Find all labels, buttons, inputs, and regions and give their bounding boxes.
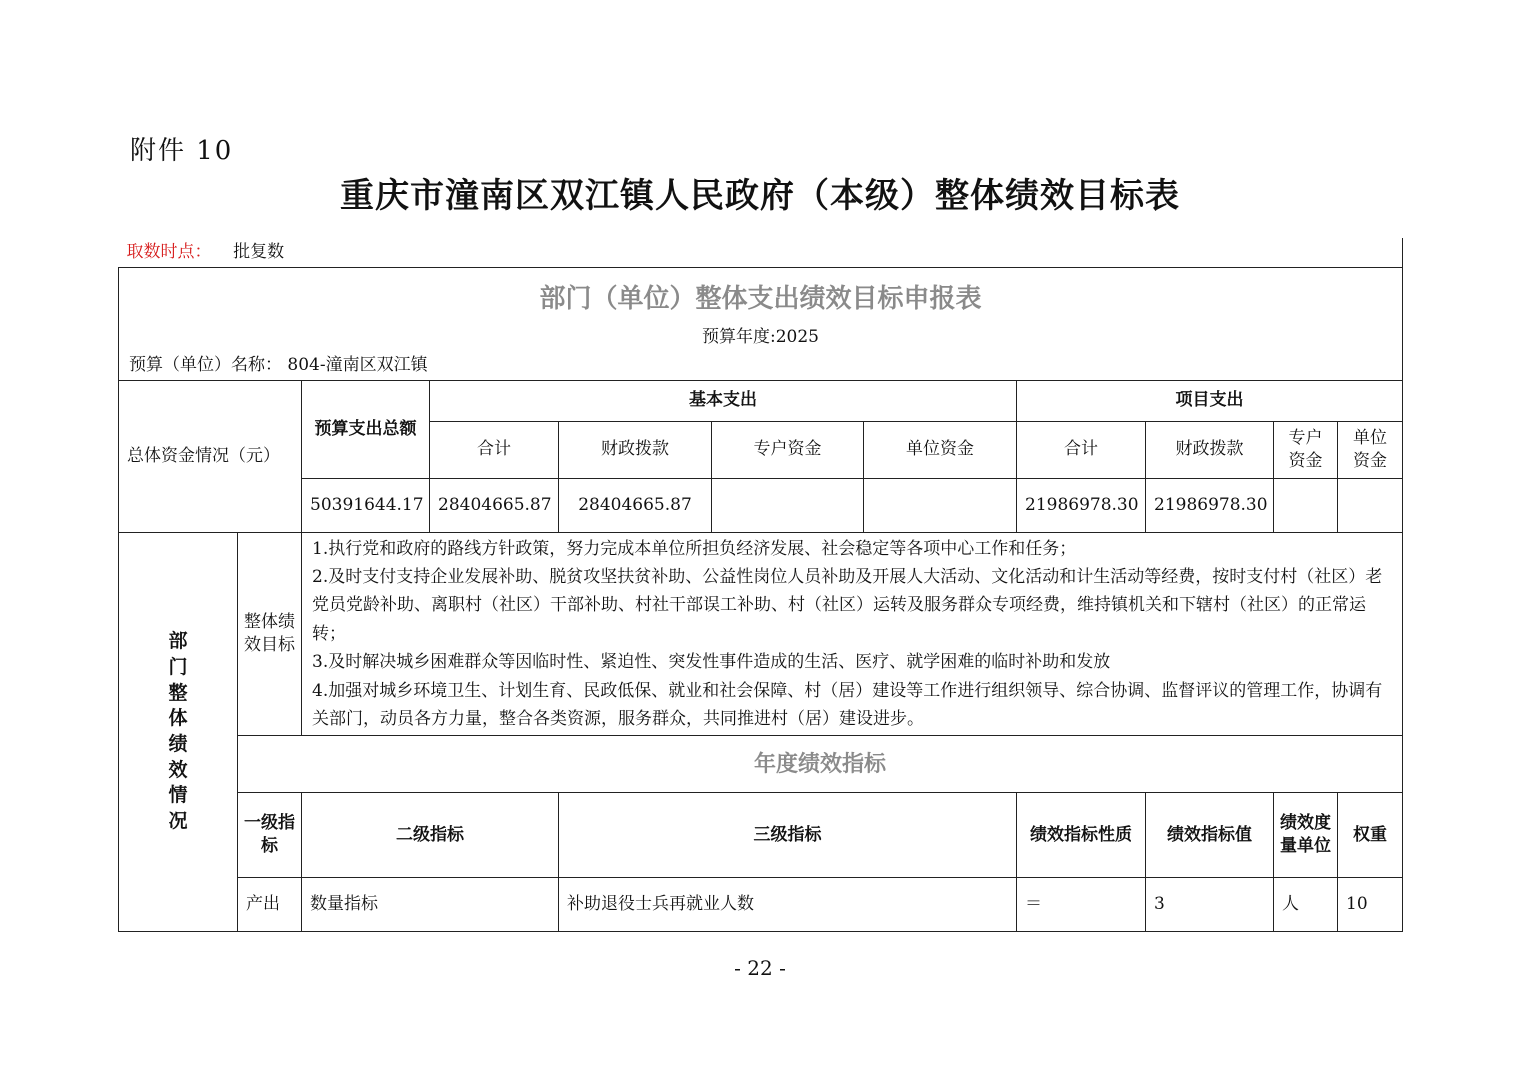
- project-subtotal-header: 合计: [1017, 421, 1146, 478]
- project-unit-value: [1338, 478, 1403, 532]
- basic-subtotal-value: 28404665.87: [430, 478, 559, 532]
- data-time-value: 批复数: [233, 241, 285, 262]
- row-level2: 数量指标: [302, 878, 559, 932]
- funds-row-label: 总体资金情况（元）: [119, 380, 302, 532]
- table-row: [119, 878, 1403, 932]
- row-nature: ＝: [1017, 878, 1146, 932]
- nature-header: 绩效指标性质: [1017, 793, 1146, 878]
- goal-content: [302, 532, 1403, 736]
- project-fiscal-header: 财政拨款: [1146, 421, 1274, 478]
- total-budget-header: 预算支出总额: [302, 380, 430, 478]
- weight-header: 权重: [1338, 793, 1403, 878]
- unit-name-label: 预算（单位）名称：: [129, 354, 282, 375]
- project-fiscal-value: 21986978.30: [1146, 478, 1274, 532]
- project-special-value: [1274, 478, 1338, 532]
- total-budget-value: 50391644.17: [302, 478, 430, 532]
- basic-unit-value: [864, 478, 1017, 532]
- row-unit: 人: [1274, 878, 1338, 932]
- section-label-char: 绩: [168, 732, 188, 755]
- project-expense-header: 项目支出: [1017, 380, 1403, 421]
- goal-label: 整体绩效目标: [238, 532, 302, 736]
- section-label-char: 体: [168, 707, 188, 730]
- section-label-char: 况: [168, 809, 188, 832]
- unit-name: [129, 354, 428, 377]
- basic-fiscal-value: 28404665.87: [559, 478, 712, 532]
- project-subtotal-value: 21986978.30: [1017, 478, 1146, 532]
- performance-section-label: [119, 532, 238, 932]
- data-time-label: 取数时点：: [126, 241, 212, 262]
- goal-item: 1.执行党和政府的路线方针政策，努力完成本单位所担负经济发展、社会稳定等各项中心工作和任务；: [312, 538, 1077, 559]
- basic-special-value: [712, 478, 864, 532]
- level2-header: 二级指标: [302, 793, 559, 878]
- data-time-cell: [119, 238, 1403, 267]
- performance-target-table: [118, 238, 1403, 932]
- goal-item: 3.及时解决城乡困难群众等因临时性、紧迫性、突发性事件造成的生活、医疗、就学困难的临时补助和发放: [312, 652, 1111, 673]
- unit-header: 绩效度量单位: [1274, 793, 1338, 878]
- goal-item: 4.加强对城乡环境卫生、计划生育、民政低保、就业和社会保障、村（居）建设等工作进行组织领导、综合协调、监督评议的管理工作，协调有关部门，动员各方力量，整合各类资源，服务群众，共同推进村（居）建设进步。: [312, 680, 1383, 729]
- section-label-char: 部: [168, 630, 188, 653]
- section-label-char: 效: [168, 758, 188, 781]
- row-level3: 补助退役士兵再就业人数: [559, 878, 1017, 932]
- section-label-char: 情: [168, 784, 188, 807]
- basic-fiscal-header: 财政拨款: [559, 421, 712, 478]
- project-special-header: 专户资金: [1274, 421, 1338, 478]
- row-weight: 10: [1338, 878, 1403, 932]
- level3-header: 三级指标: [559, 793, 1017, 878]
- basic-expense-header: 基本支出: [430, 380, 1017, 421]
- project-unit-header: 单位资金: [1338, 421, 1403, 478]
- value-header: 绩效指标值: [1146, 793, 1274, 878]
- section-label-char: 整: [168, 681, 188, 704]
- goal-item: 2.及时支付支持企业发展补助、脱贫攻坚扶贫补助、公益性岗位人员补助及开展人大活动、文化活动和计生活动等经费，按时支付村（社区）老党员党龄补助、离职村（社区）干部补助、村社干部误工补助、村（社区）运转及服务群众专项经费，维持镇机关和下辖村（社区）的正常运转；: [312, 566, 1383, 644]
- budget-year: 预算年度:2025: [702, 326, 819, 347]
- level1-header: 一级指标: [238, 793, 302, 878]
- attachment-label: 附件 10: [130, 136, 234, 166]
- form-title: 部门（单位）整体支出绩效目标申报表: [539, 283, 982, 314]
- page-number: - 22 -: [734, 956, 786, 980]
- basic-unit-header: 单位资金: [864, 421, 1017, 478]
- basic-subtotal-header: 合计: [430, 421, 559, 478]
- row-level1: 产出: [238, 878, 302, 932]
- section-label-char: 门: [168, 656, 188, 678]
- indicators-title: 年度绩效指标: [238, 736, 1403, 793]
- form-header-cell: [119, 267, 1403, 380]
- document-title: 重庆市潼南区双江镇人民政府（本级）整体绩效目标表: [340, 176, 1180, 216]
- basic-special-header: 专户资金: [712, 421, 864, 478]
- row-value: 3: [1146, 878, 1274, 932]
- unit-name-value: 804-潼南区双江镇: [287, 354, 428, 375]
